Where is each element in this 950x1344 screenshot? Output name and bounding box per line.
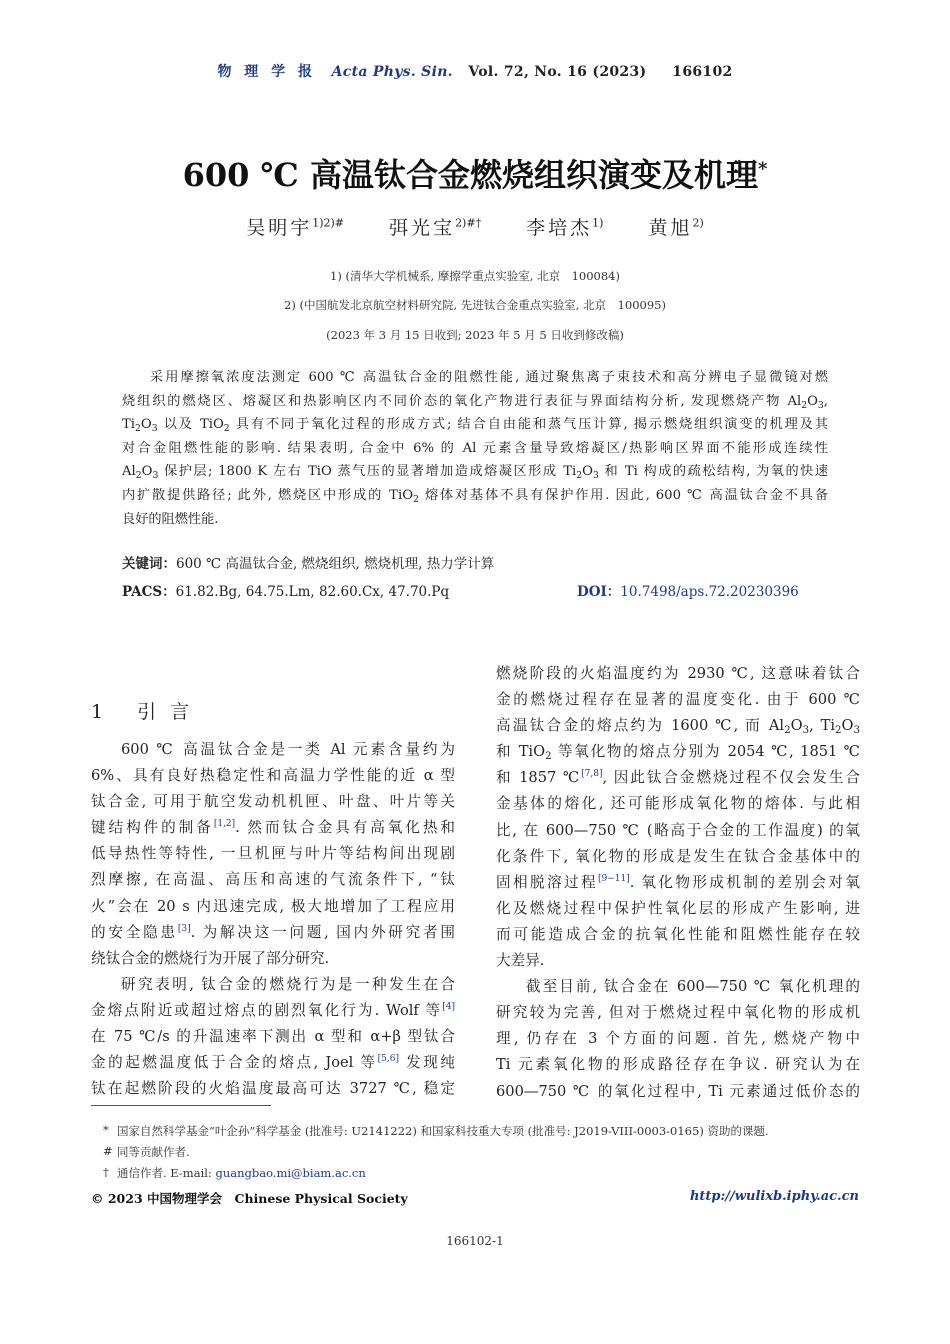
abstract-line: $Al_2O_3$ 保护层; 1800 K 左右 TiO 蒸气压的显著增加造成熔凝区形成 $Ti_2O_3$ 和 Ti 构成的疏松结构, 为氧的快速 bbox=[122, 464, 828, 482]
keywords-value: 600 ℃ 高温钛合金, 燃烧组织, 燃烧机理, 热力学计算 bbox=[176, 556, 495, 572]
citation[interactable]: [4] bbox=[442, 1001, 455, 1012]
text-line: 燃烧阶段的火焰温度约为 2930 ℃, 这意味着钛合 bbox=[496, 665, 860, 682]
paper-title bbox=[0, 150, 950, 196]
footnote-divider bbox=[91, 1105, 271, 1106]
doi[interactable] bbox=[577, 580, 799, 600]
citation[interactable]: [7,8] bbox=[581, 769, 603, 780]
author-list bbox=[0, 213, 950, 240]
abstract-line: 对合金阻燃性能的影响. 结果表明, 合金中 6% 的 Al 元素含量导致熔凝区/热影响区界面不能形成连续性 bbox=[122, 440, 828, 456]
doi-label: DOI： bbox=[577, 584, 621, 600]
text-line: 截至目前, 钛合金在 600—750 ℃ 氧化机理的 bbox=[526, 978, 860, 996]
received-dates: (2023 年 3 月 15 日收到; 2023 年 5 月 5 日收到修改稿) bbox=[326, 328, 624, 342]
abstract bbox=[122, 366, 828, 531]
text-line: 钛合金, 可用于航空发动机机匣、叶盘、叶片等关 bbox=[91, 793, 455, 811]
text-line: 钛在起燃阶段的火焰温度最高可达 3727 ℃, 稳定 bbox=[91, 1080, 455, 1098]
text-line: 高温钛合金的熔点约为 1600 ℃, 而 $Al_2O_3$, $Ti_2O_3$ bbox=[496, 717, 860, 737]
pacs-label: PACS： bbox=[122, 584, 176, 600]
text-line: 金的起燃温度低于合金的熔点, Joel 等[5,6] 发现纯 bbox=[91, 1054, 456, 1072]
citation[interactable]: [1,2] bbox=[213, 819, 236, 830]
section-title: 引言 bbox=[137, 701, 204, 723]
text-line: 键结构件的制备[1,2]. 然而钛合金具有高氧化热和 bbox=[91, 819, 455, 837]
text-line: 和 1857 ℃[7,8], 因此钛合金燃烧过程不仅会发生合 bbox=[496, 769, 860, 787]
section-heading bbox=[91, 697, 203, 724]
author: 黄旭$^{2)}$ bbox=[648, 216, 704, 239]
text-line: 6%、具有良好热稳定性和高温力学性能的近 α 型 bbox=[91, 767, 455, 785]
text-line: 研究表明, 钛合金的燃烧行为是一种发生在合 bbox=[121, 975, 455, 993]
affiliation-2: 2) (中国航发北京航空材料研究院, 先进钛合金重点实验室, 北京 100095) bbox=[284, 298, 666, 312]
section-number: 1 bbox=[91, 701, 118, 723]
text-line: 理, 仍存在 3 个方面的问题. 首先, 燃烧产物中 bbox=[496, 1030, 860, 1048]
author: 吴明宇$^{1)2)\#}$ bbox=[246, 216, 344, 239]
footnote-funding: * 国家自然科学基金“叶企孙”科学基金 (批准号: U2141222) 和国家科技重大专项 (批准号: J2019-VIII-0003-0165) 资助的课题. bbox=[103, 1123, 769, 1138]
citation[interactable]: [9−11] bbox=[598, 873, 630, 884]
page-number: 166102-1 bbox=[446, 1234, 504, 1248]
footnote-equal-contribution: # 同等贡献作者. bbox=[103, 1144, 190, 1159]
text-line: 600—750 ℃ 的氧化过程中, Ti 元素通过低价态的 bbox=[496, 1082, 860, 1100]
body-column-left bbox=[91, 737, 455, 1102]
title-footnote-mark: * bbox=[758, 158, 768, 180]
pacs-value: 61.82.Bg, 64.75.Lm, 82.60.Cx, 47.70.Pq bbox=[175, 584, 450, 600]
author: 弭光宝$^{2)\#\dagger}$ bbox=[389, 216, 482, 239]
text-line: 和 TiO$_2$ 等氧化物的熔点分别为 2054 ℃, 1851 ℃ bbox=[496, 743, 860, 763]
text-line: 比, 在 600—750 ℃ (略高于合金的工作温度) 的氧 bbox=[496, 821, 860, 839]
text-line: Ti 元素氧化物的形成路径存在争议. 研究认为在 bbox=[496, 1056, 860, 1074]
text-line: 的安全隐患[3]. 为解决这一问题, 国内外研究者围 bbox=[91, 923, 455, 941]
text-line: 金的燃烧过程存在显著的温度变化. 由于 600 ℃ bbox=[496, 691, 860, 709]
text-line: 金熔点附近或超过熔点的剧烈氧化行为. Wolf 等[4] bbox=[91, 1001, 455, 1019]
text-line: 化条件下, 氧化物的形成是发生在钛合金基体中的 bbox=[496, 847, 860, 865]
abstract-line: $Ti_2O_3$ 以及 TiO$_2$ 具有不同于氧化过程的形成方式; 结合自由能和蒸气压计算, 揭示燃烧组织演变的机理及其 bbox=[122, 417, 828, 435]
pacs bbox=[122, 580, 449, 600]
title-text: 600 ℃ 高温钛合金燃烧组织演变及机理 bbox=[182, 156, 758, 194]
email-link[interactable]: guangbao.mi@biam.ac.cn bbox=[215, 1166, 366, 1180]
copyright: © 2023 中国物理学会 Chinese Physical Society bbox=[91, 1191, 408, 1206]
text-line: 在 75 ℃/s 的升温速率下测出 α 型和 α+β 型钛合 bbox=[91, 1028, 455, 1046]
text-line: 绕钛合金的燃烧行为开展了部分研究. bbox=[91, 949, 330, 967]
text-line: 火”会在 20 s 内迅速完成, 极大地增加了工程应用 bbox=[91, 897, 455, 915]
doi-link[interactable]: 10.7498/aps.72.20230396 bbox=[620, 584, 799, 600]
keywords-label: 关键词： bbox=[122, 556, 176, 572]
author: 李培杰$^{1)}$ bbox=[526, 216, 604, 239]
text-line: 烈摩擦, 在高温、高压和高速的气流条件下, “钛 bbox=[91, 871, 455, 889]
journal-url-link[interactable]: http://wulixb.iphy.ac.cn bbox=[689, 1189, 859, 1204]
footnote-corresponding: † 通信作者. E-mail: guangbao.mi@biam.ac.cn bbox=[103, 1165, 366, 1180]
text-line: 而可能造成合金的抗氧化性能和阻燃性能存在较 bbox=[496, 925, 860, 943]
abstract-line: 内扩散提供路径; 此外, 燃烧区中形成的 TiO$_2$ 熔体对基体不具有保护作用. 因此, 600 ℃ 高温钛合金不具备 bbox=[122, 487, 829, 505]
citation[interactable]: [5,6] bbox=[377, 1054, 399, 1065]
text-line: 大差异. bbox=[496, 952, 545, 970]
text-line: 600 ℃ 高温钛合金是一类 Al 元素含量约为 bbox=[121, 741, 455, 758]
keywords bbox=[122, 552, 494, 572]
text-line: 低导热性等特性, 一旦机匣与叶片等结构间出现剧 bbox=[91, 845, 455, 863]
affiliation-1: 1) (清华大学机械系, 摩擦学重点实验室, 北京 100084) bbox=[330, 269, 620, 283]
text-line: 化及燃烧过程中保护性氧化层的形成产生影响, 进 bbox=[496, 899, 860, 917]
journal-name-en: Acta Phys. Sin. bbox=[331, 64, 453, 80]
text-line: 固相脱溶过程[9−11]. 氧化物形成机制的差别会对氧 bbox=[496, 873, 860, 891]
citation[interactable]: [3] bbox=[177, 923, 191, 934]
body-column-right bbox=[496, 661, 860, 1105]
article-number: 166102 bbox=[672, 64, 733, 80]
abstract-line: 采用摩擦氧浓度法测定 600 ℃ 高温钛合金的阻燃性能, 通过聚焦离子束技术和高分辨电子显微镜对燃 bbox=[150, 370, 828, 385]
journal-header bbox=[0, 61, 950, 81]
journal-name-cn: 物 理 学 报 bbox=[217, 64, 317, 80]
abstract-line: 良好的阻燃性能. bbox=[122, 511, 219, 527]
abstract-line: 烧组织的燃烧区、熔凝区和热影响区内不同价态的氧化产物进行表征与界面结构分析, 发现燃烧产物 $Al_2O_3$, bbox=[122, 393, 828, 411]
text-line: 研究较为完善, 但对于燃烧过程中氧化物的形成机 bbox=[496, 1004, 860, 1022]
text-line: 金基体的熔化, 还可能形成氧化物的熔体. 与此相 bbox=[496, 795, 860, 813]
volume-info: Vol. 72, No. 16 (2023) bbox=[468, 64, 647, 80]
